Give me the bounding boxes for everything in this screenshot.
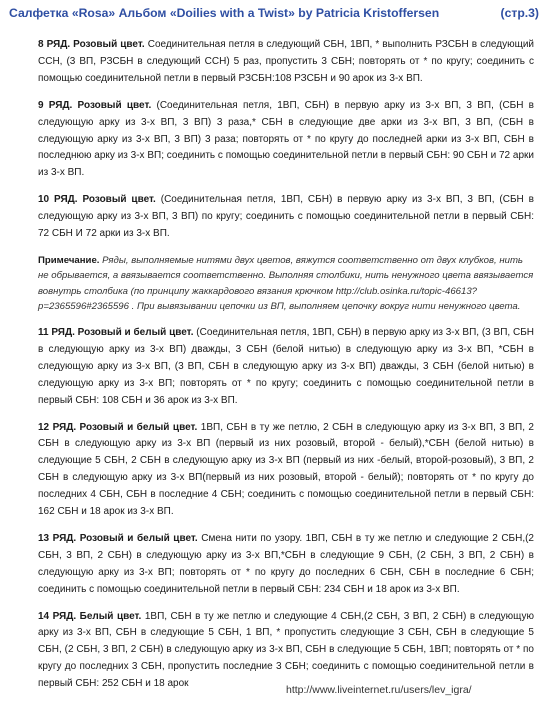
row-label: 10 РЯД. Розовый цвет. [38, 194, 156, 206]
row-text: (Соединительная петля, 1ВП, СБН) в первую арку из 3-х ВП, 3 ВП, (СБН в следующую арку из 3-х ВП, 3 ВП) по кругу; соединить с помощью соединительной петли в первый СБН: 72 СБН И 72 арки из 3-х ВП. [38, 194, 534, 240]
row-label: 12 РЯД. Розовый и белый цвет. [38, 421, 198, 433]
row-9 [38, 98, 534, 183]
row-text: Смена нити по узору. 1ВП, СБН в ту же петлю и следующие 2 СБН,(2 СБН, 3 ВП, 2 СБН) в следующую арку из 3-х ВП,*СБН в следующие 9 СБН, (2 СБН, 3 ВП, 2 СБН) в следующую арку из 3-х ВП; повторять от * по кругу до последних 6 СБН, СБН в последние 6 СБН; соединить с помощью соединительной петли в первый СБН: 234 СБН и 18 арок из 3-х ВП. [38, 532, 534, 595]
row-text: Соединительная петля в следующий СБН, 1ВП, * выполнить РЗСБН в следующий ССН, (3 ВП, РЗСБН в следующий ССН) 5 раз, пропустить 3 СБН; повторять от * по кругу; соединить с помощью соединительной петли в первый РЗСБН:108 РЗСБН и 90 арок из 3-х ВП. [38, 39, 535, 84]
watermark-url: http://www.liveinternet.ru/users/lev_igra/ [286, 684, 472, 696]
document-body [38, 37, 534, 703]
row-text: (Соединительная петля, 1ВП, СБН) в первую арку из 3-х ВП, 3 ВП, (СБН в следующую арку из 3-х ВП, 3 ВП) 3 раза,* СБН в следующие две арки из 3-х ВП, 3 ВП, (СБН в следующую арку из 3-х ВП, 3 ВП) 3 раза; повторять от * по кругу до последней арки из 3-х ВП, СБН в последнюю арку из 3-х ВП; соединить с помощью соединительной петли в первый СБН: 90 СБН и 72 арки из 3-х ВП. [38, 99, 534, 179]
row-text: (Соединительная петля, 1ВП, СБН) в первую арку из 3-х ВП, (3 ВП, СБН в следующую арку из 3-х ВП) дважды, 3 СБН (белой нитью) в следующую арку из 3-х ВП, *СБН в следующую арку из 3-х ВП, (3 ВП, СБН в следующую арку из 3-х ВП) дважды, 3 СБН (белой нитью) в следующую арку из 3-х ВП; повторять от * по кругу; соединить с помощью соединительной петли в первый СБН: 108 СБН и 36 арок из 3-х ВП. [38, 326, 534, 406]
row-text: 1ВП, СБН в ту же петлю и следующие 4 СБН,(2 СБН, 3 ВП, 2 СБН) в следующую арку из 3-х ВП, СБН в следующие 5 СБН, 1 ВП, * пропустить следующие 3 СБН, СБН в следующие 5 СБН, (2 СБН, 3 ВП, 2 СБН) в следующую арку из 3-х ВП, СБН в следующие 5 СБН, 1ВП; повторять от * по кругу до последних 3 СБН, пропустить последние 3 СБН; соединить с помощью соединительной петли в первый СБН: 252 СБН и 18 арок [38, 610, 534, 690]
row-14 [38, 609, 534, 694]
row-label: 13 РЯД. Розовый и белый цвет. [38, 532, 198, 544]
note-paragraph [38, 253, 534, 315]
row-11 [38, 325, 534, 410]
page-number: (стр.3) [500, 6, 539, 20]
note-text: Ряды, выполняемые нитями двух цветов, вяжутся соответственно от двух клубков, нить не обрывается, а ввязывается соответственно. Выполняя столбики, нить ненужного цвета ввязывается вовнутрь столбика (по принципу жаккардового вязания крючком http://club.osinka.ru/topic-46613?p=2365596#2365596 . При вывязывании цепочки из ВП, выполняем цепочку вокруг нити ненужного цвета. [38, 254, 534, 313]
document-header [9, 6, 539, 26]
row-label: 14 РЯД. Белый цвет. [38, 610, 142, 622]
row-8 [38, 37, 534, 88]
note-label: Примечание. [38, 254, 100, 266]
row-12 [38, 420, 534, 521]
row-label: 9 РЯД. Розовый цвет. [38, 99, 152, 111]
row-label: 8 РЯД. Розовый цвет. [38, 39, 145, 50]
row-10 [38, 192, 534, 243]
row-13 [38, 531, 534, 599]
row-label: 11 РЯД. Розовый и белый цвет. [38, 326, 194, 338]
document-title: Салфетка «Rosa» Альбом «Doilies with a Twist» by Patricia Kristoffersen [9, 6, 440, 20]
row-text: 1ВП, СБН в ту же петлю, 2 СБН в следующую арку из 3-х ВП, 3 ВП, 2 СБН в следующую арку из 3-х ВП (первый из них розовый, второй - белый),*СБН (белой нитью) в следующие 5 СБН, 2 СБН в следующую арку из 3-х ВП (первый из них -белый, второй-розовый), 3 ВП, 2 СБН в следующую арку из 3-х ВП(первый из них розовый, второй - белый); повторять от * по кругу до последних 4 СБН, СБН в последние 4 СБН; соединить с помощью соединительной петли в первый СБН: 162 СБН и 18 арок из 3-х ВП. [38, 421, 534, 518]
